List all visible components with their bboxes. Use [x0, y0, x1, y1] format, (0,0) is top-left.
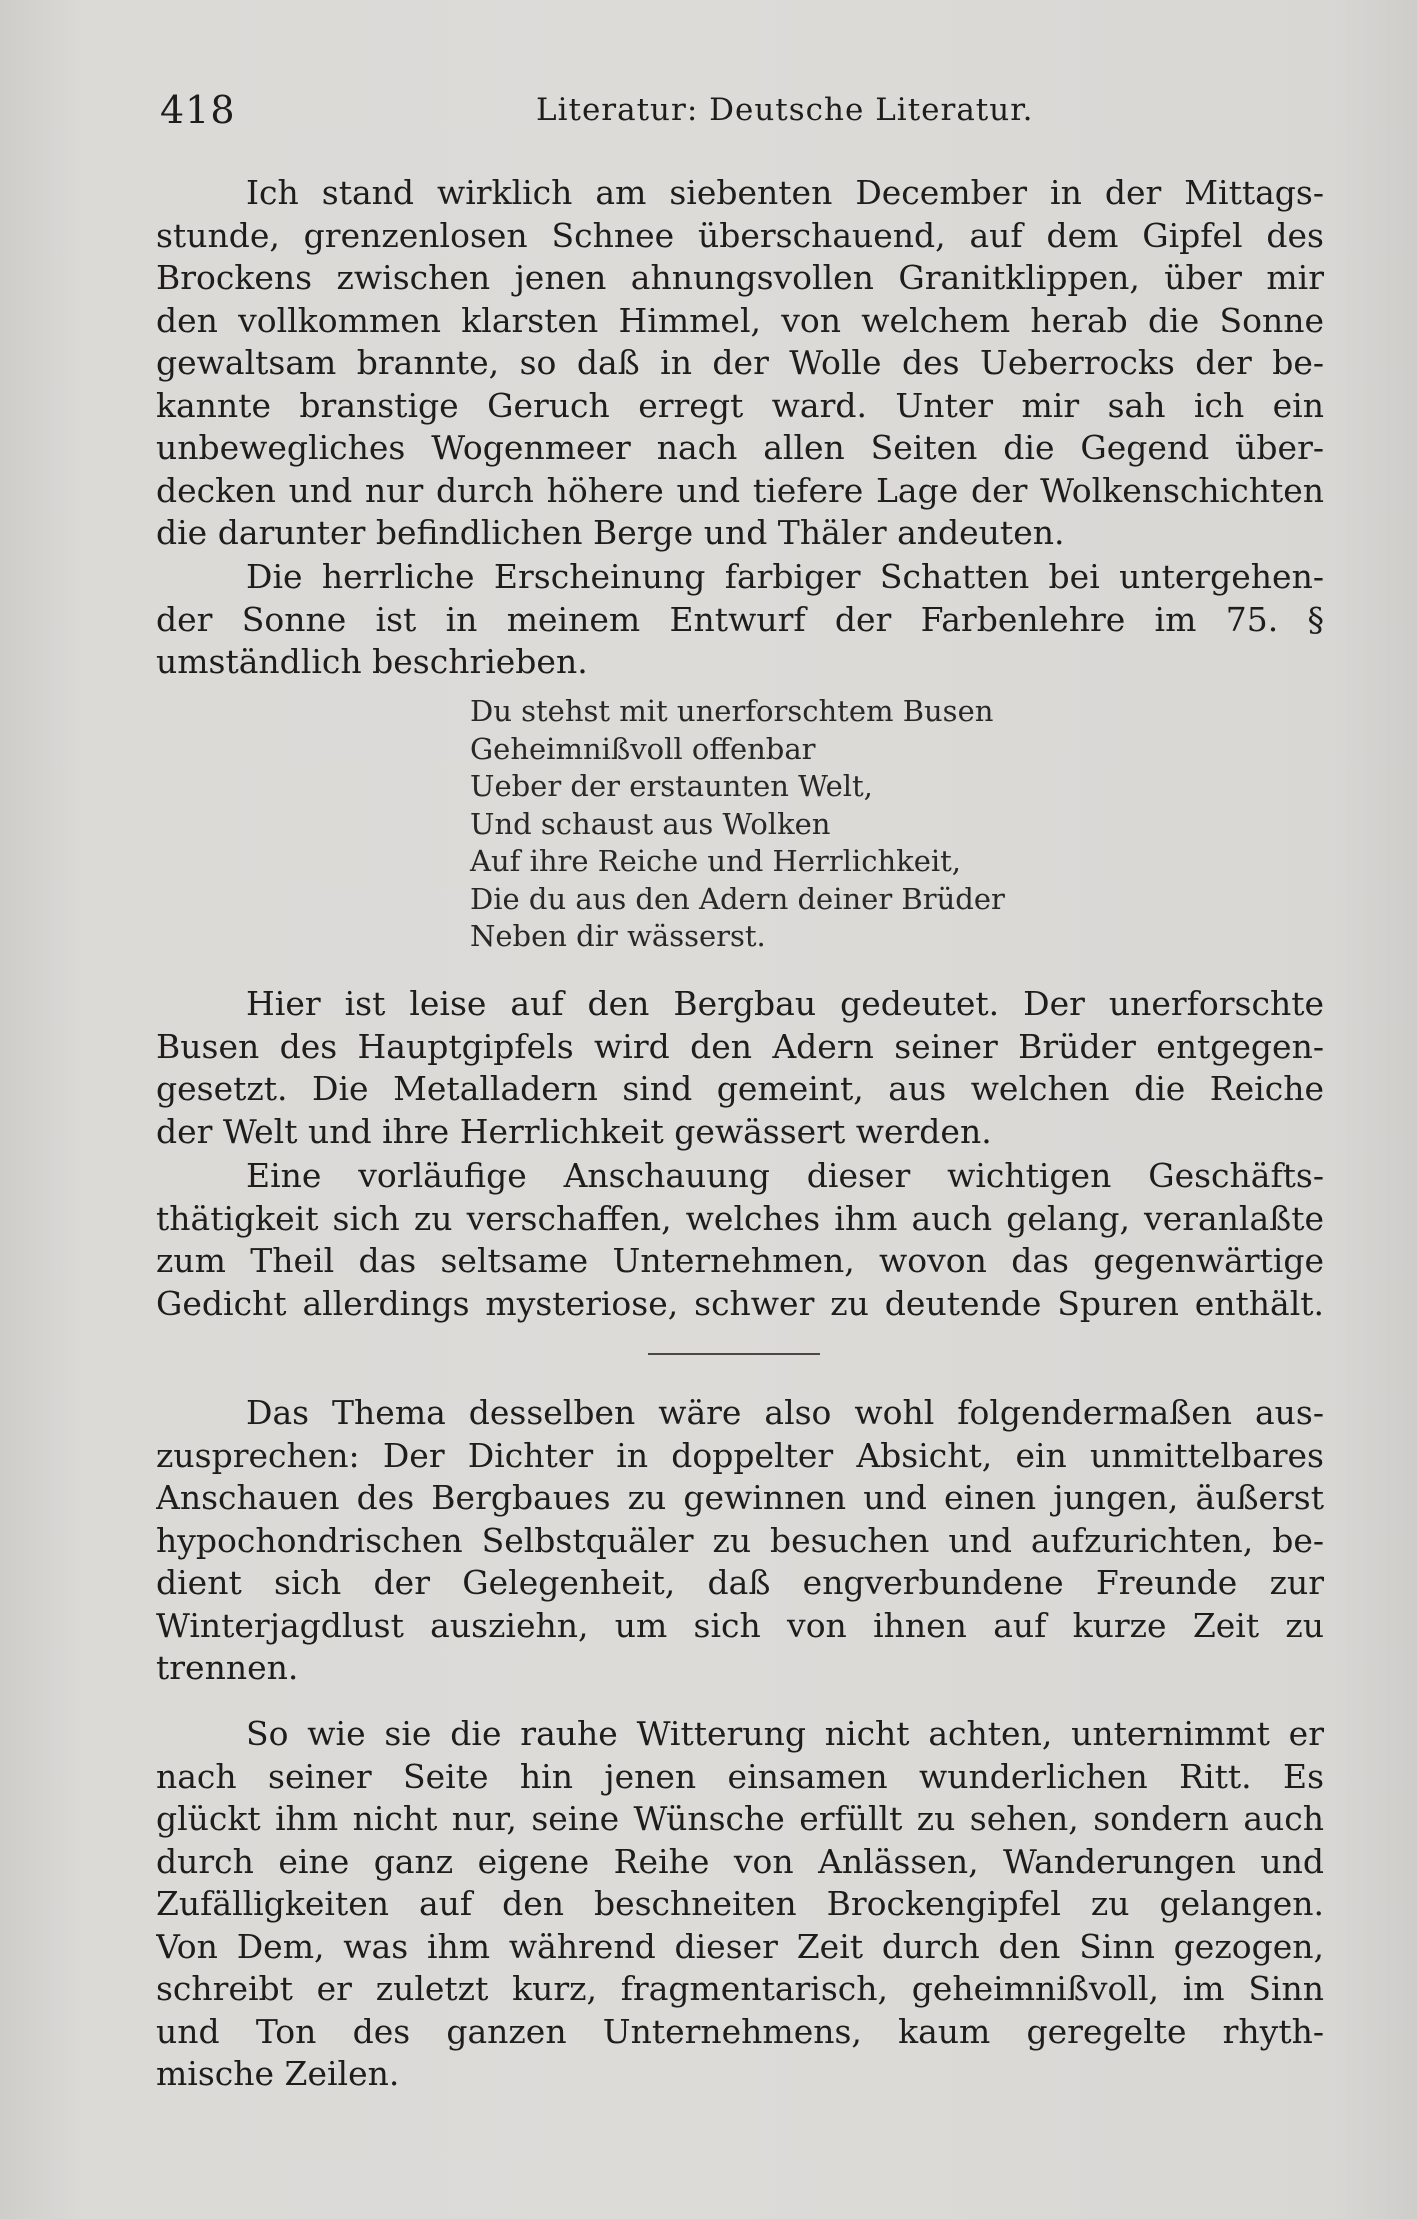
text-line: zusprechen: Der Dichter in doppelter Absicht, ein unmittelbares: [156, 1435, 1324, 1475]
poem-line: Die du aus den Adern deiner Brüder: [470, 881, 1005, 916]
page-header: [160, 88, 1320, 132]
text-line: umständlich beschrieben.: [156, 642, 588, 681]
text-line: Anschauen des Bergbaues zu gewinnen und einen jungen, äußerst: [156, 1478, 1324, 1517]
text-line: dient sich der Gelegenheit, daß engverbundene Freunde zur: [156, 1563, 1324, 1602]
text-line: zum Theil das seltsame Unternehmen, wovon das gegenwärtige: [156, 1241, 1324, 1280]
text-line: trennen.: [156, 1648, 299, 1687]
text-line: der Welt und ihre Herrlichkeit gewässert werden.: [156, 1111, 992, 1151]
text-line: schreibt er zuletzt kurz, fragmentarisch, geheimnißvoll, im Sinn: [156, 1969, 1324, 2008]
text-line: Zufälligkeiten auf den beschneiten Brockengipfel zu gelangen.: [156, 1884, 1324, 1923]
text-line: Eine vorläufige Anschauung dieser wichtigen Geschäfts-: [246, 1156, 1324, 1195]
text-line: Winterjagdlust ausziehn, um sich von ihnen auf kurze Zeit zu: [156, 1605, 1324, 1645]
paragraph-2: [156, 556, 1324, 684]
poem-line: Und schaust aus Wolken: [470, 806, 831, 841]
poem-line: Neben dir wässerst.: [470, 919, 766, 953]
poem-quotation: [470, 693, 1170, 956]
text-line: decken und nur durch höhere und tiefere Lage der Wolkenschichten: [156, 470, 1324, 510]
text-line: hypochondrischen Selbstquäler zu besuchen und aufzurichten, be-: [156, 1520, 1324, 1560]
text-line: und Ton des ganzen Unternehmens, kaum geregelte rhyth-: [156, 2011, 1324, 2051]
section-divider: [648, 1353, 820, 1355]
text-line: Das Thema desselben wäre also wohl folgendermaßen aus-: [246, 1393, 1324, 1432]
text-line: unbewegliches Wogenmeer nach allen Seiten die Gegend über-: [156, 428, 1324, 467]
text-line: Busen des Hauptgipfels wird den Adern seiner Brüder entgegen-: [156, 1026, 1324, 1066]
text-line: mische Zeilen.: [156, 2054, 400, 2093]
text-line: thätigkeit sich zu verschaffen, welches ihm auch gelang, veranlaßte: [156, 1198, 1324, 1238]
text-line: Von Dem, was ihm während dieser Zeit durch den Sinn gezogen,: [156, 1926, 1324, 1966]
text-line: So wie sie die rauhe Witterung nicht achten, unternimmt er: [246, 1714, 1324, 1753]
text-line: die darunter befindlichen Berge und Thäler andeuten.: [156, 513, 1065, 552]
page-number: 418: [160, 88, 236, 132]
text-line: Die herrliche Erscheinung farbiger Schatten bei untergehen-: [246, 557, 1324, 596]
text-line: durch eine ganz eigene Reihe von Anlässen, Wanderungen und: [156, 1841, 1324, 1881]
text-line: stunde, grenzenlosen Schnee überschauend, auf dem Gipfel des: [156, 215, 1324, 255]
text-line: der Sonne ist in meinem Entwurf der Farbenlehre im 75. §: [156, 599, 1324, 639]
running-head: Literatur: Deutsche Literatur.: [536, 92, 1034, 128]
poem-line: Auf ihre Reiche und Herrlichkeit,: [470, 844, 962, 878]
paragraph-3: [156, 983, 1324, 1153]
paragraph-5: [156, 1392, 1324, 1690]
paragraph-6: [156, 1713, 1324, 2096]
text-line: Ich stand wirklich am siebenten December in der Mittags-: [246, 173, 1324, 212]
poem-line: Geheimnißvoll offenbar: [470, 731, 816, 766]
text-line: Hier ist leise auf den Bergbau gedeutet. Der unerforschte: [246, 984, 1324, 1023]
poem-line: Ueber der erstaunten Welt,: [470, 769, 873, 803]
text-line: kannte branstige Geruch erregt ward. Unter mir sah ich ein: [156, 385, 1324, 425]
text-line: glückt ihm nicht nur, seine Wünsche erfüllt zu sehen, sondern auch: [156, 1799, 1324, 1838]
text-line: gesetzt. Die Metalladern sind gemeint, aus welchen die Reiche: [156, 1069, 1324, 1108]
poem-line: Du stehst mit unerforschtem Busen: [470, 694, 994, 728]
paragraph-4: [156, 1155, 1324, 1325]
text-line: Gedicht allerdings mysteriose, schwer zu deutende Spuren enthält.: [156, 1283, 1324, 1323]
text-line: nach seiner Seite hin jenen einsamen wunderlichen Ritt. Es: [156, 1756, 1324, 1796]
text-line: gewaltsam brannte, so daß in der Wolle des Ueberrocks der be-: [156, 343, 1324, 382]
text-line: den vollkommen klarsten Himmel, von welchem herab die Sonne: [156, 300, 1324, 340]
text-line: Brockens zwischen jenen ahnungsvollen Granitklippen, über mir: [156, 258, 1324, 297]
paragraph-1: [156, 172, 1324, 555]
